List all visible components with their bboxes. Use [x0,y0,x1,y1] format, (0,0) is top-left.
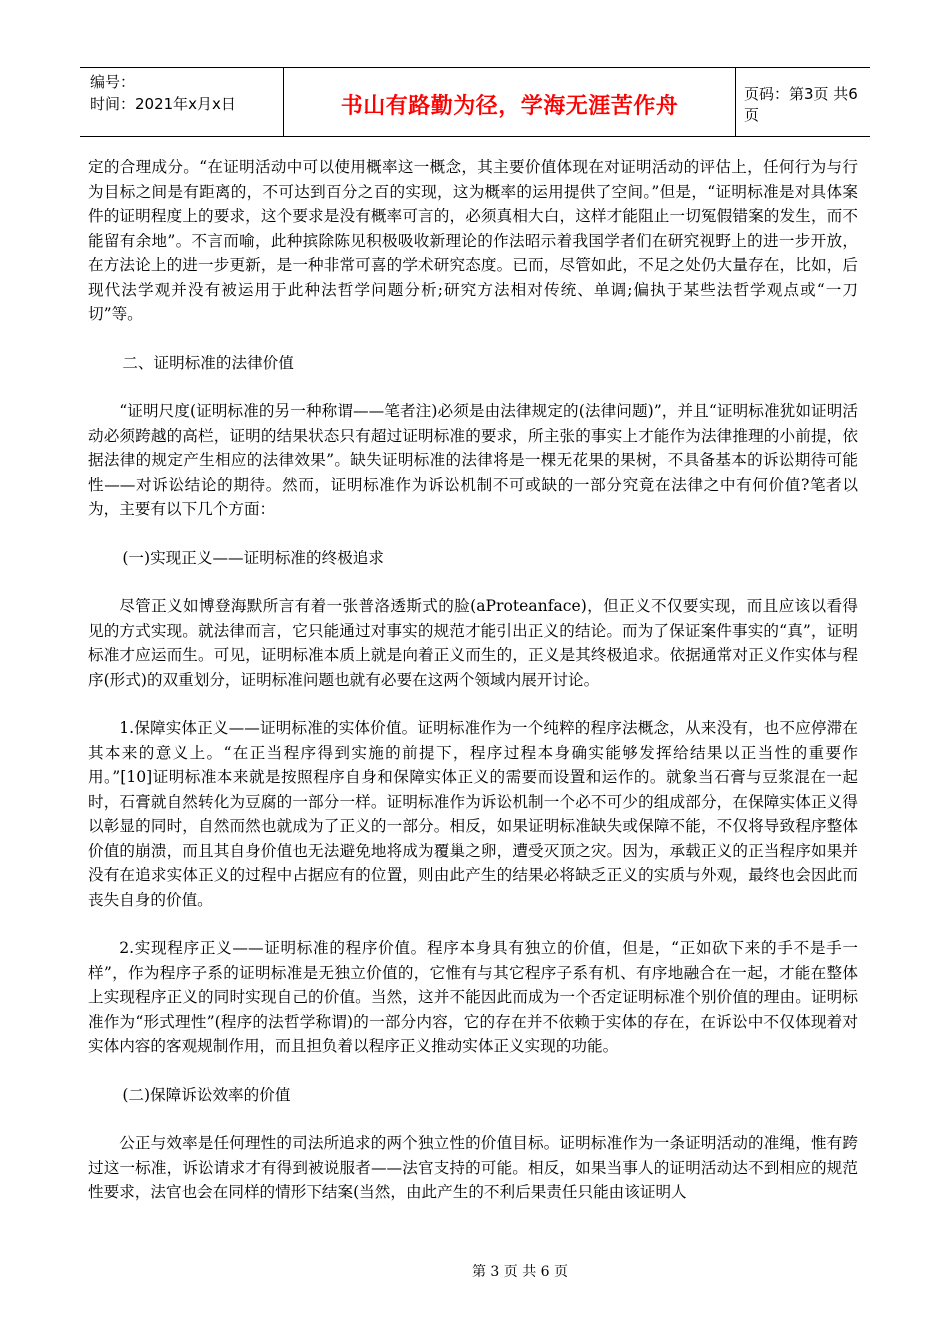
header-motto-cell [284,68,736,136]
subsection-heading-1: (一)实现正义——证明标准的终极追求 [122,548,384,567]
footer-page-number: 第 3 页 共 6 页 [471,1264,569,1280]
section-heading-2: 二、证明标准的法律价值 [122,353,294,372]
document-body [88,155,858,1205]
paragraph: 2.实现程序正义——证明标准的程序价值。程序本身具有独立的价值，但是，“正如砍下来的手不是手一样”，作为程序子系的证明标准是无独立价值的，它惟有与其它程序子系有机、有序地融合在一起，才能在整体上实现程序正义的同时实现自己的价值。当然，这并不能因此而成为一个否定证明标准个别价值的理由。证明标准作为“形式理性”(程序的法哲学称谓)的一部分内容，它的存在并不依赖于实体的存在，在诉讼中不仅体现着对实体内容的客观规制作用，而且担负着以程序正义推动实体正义实现的功能。 [88,939,858,1055]
header-meta-cell [80,68,284,136]
page-header [80,67,870,137]
subsection-heading-2: (二)保障诉讼效率的价值 [122,1085,291,1104]
paragraph: 尽管正义如博登海默所言有着一张普洛透斯式的脸(aProteanface)，但正义不仅要实现，而且应该以看得见的方式实现。就法律而言，它只能通过对事实的规范才能引出正义的结论。而为了保证案件事实的“真”，证明标准才应运而生。可见，证明标准本质上就是向着正义而生的，正义是其终极追求。依据通常对正义作实体与程序(形式)的双重划分，证明标准问题也就有必要在这两个领域内展开讨论。 [88,597,858,689]
paragraph: 公正与效率是任何理性的司法所追求的两个独立性的价值目标。证明标准作为一条证明活动的准绳，惟有跨过这一标准，诉讼请求才有得到被说服者——法官支持的可能。相反，如果当事人的证明活动达不到相应的规范性要求，法官也会在同样的情形下结案(当然，由此产生的不利后果责任只能由该证明人 [88,1134,858,1201]
document-date-label: 时间：2021年x月x日 [90,95,236,113]
page-footer [0,1261,950,1281]
header-page-cell [736,68,870,136]
header-page-number: 页码：第3页 共6页 [744,85,858,124]
paragraph-continuation: 定的合理成分。“在证明活动中可以使用概率这一概念，其主要价值体现在对证明活动的评估上，任何行为与行为目标之间是有距离的，不可达到百分之百的实现，这为概率的运用提供了空间。”但是，“证明标准是对具体案件的证明程度上的要求，这个要求是没有概率可言的，必须真相大白，这样才能阻止一切冤假错案的发生，而不能留有余地”。不言而喻，此种摈除陈见积极吸收新理论的作法昭示着我国学者们在研究视野上的进一步开放，在方法论上的进一步更新，是一种非常可喜的学术研究态度。已而，尽管如此，不足之处仍大量存在，比如，后现代法学观并没有被运用于此种法哲学问题分析;研究方法相对传统、单调;偏执于某些法哲学观点或“一刀切”等。 [88,158,858,323]
header-motto: 书山有路勤为径，学海无涯苦作舟 [340,93,679,119]
document-number-label: 编号： [90,73,136,91]
paragraph: 1.保障实体正义——证明标准的实体价值。证明标准作为一个纯粹的程序法概念，从来没有，也不应停滞在其本来的意义上。“在正当程序得到实施的前提下，程序过程本身确实能够发挥给结果以正当性的重要作用。”[10]证明标准本来就是按照程序自身和保障实体正义的需要而设置和运作的。就象当石膏与豆浆混在一起时，石膏就自然转化为豆腐的一部分一样。证明标准作为诉讼机制一个必不可少的组成部分，在保障实体正义得以彰显的同时，自然而然也就成为了正义的一部分。相反，如果证明标准缺失或保障不能，不仅将导致程序整体价值的崩溃，而且其自身价值也无法避免地将成为覆巢之卵，遭受灭顶之灾。因为，承载正义的正当程序如果并没有在追求实体正义的过程中占据应有的位置，则由此产生的结果必将缺乏正义的实质与外观，最终也会因此而丧失自身的价值。 [88,719,858,909]
paragraph: “证明尺度(证明标准的另一种称谓——笔者注)必须是由法律规定的(法律问题)”，并且“证明标准犹如证明活动必须跨越的高栏，证明的结果状态只有超过证明标准的要求，所主张的事实上才能作为法律推理的小前提，依据法律的规定产生相应的法律效果”。缺失证明标准的法律将是一棵无花果的果树，不具备基本的诉讼期待可能性——对诉讼结论的期待。然而，证明标准作为诉讼机制不可或缺的一部分究竟在法律之中有何价值?笔者以为，主要有以下几个方面： [88,402,858,518]
